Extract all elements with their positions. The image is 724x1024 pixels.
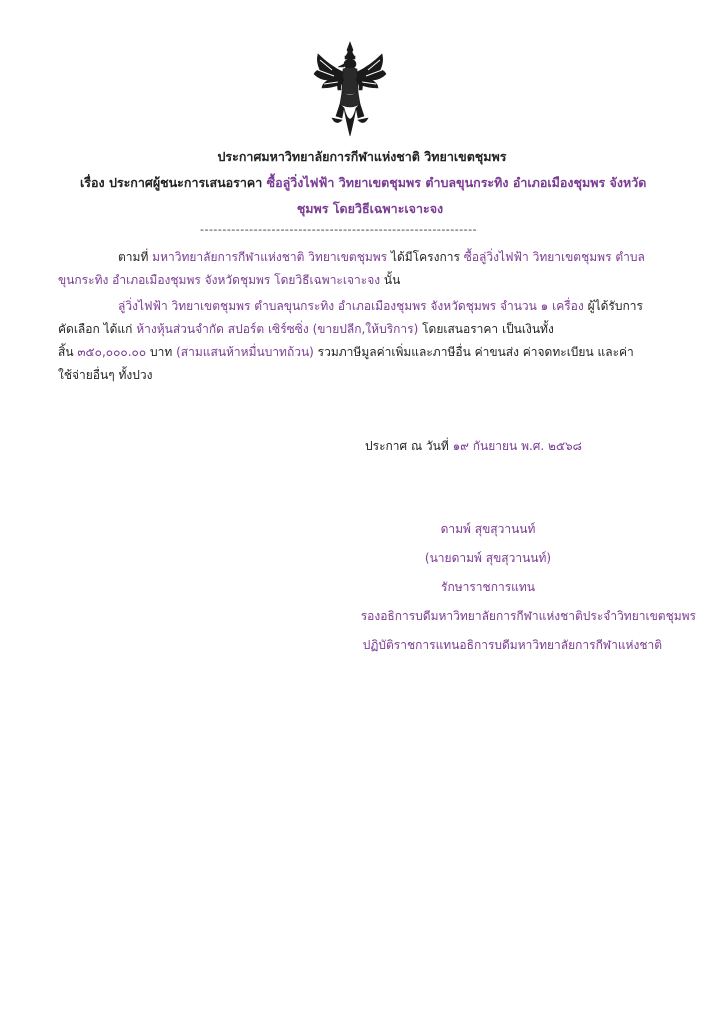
date-value: ๑๙ กันยายน พ.ศ. ๒๕๖๘	[452, 439, 582, 453]
para1-part1: ตามที่	[118, 250, 153, 264]
signature-role-2: รองอธิการบดีมหาวิทยาลัยการกีฬาแห่งชาติประจำวิทยาเขตชุมพร	[360, 609, 696, 623]
para1-line1	[58, 246, 678, 269]
signature-role-1: รักษาราชการแทน	[441, 580, 535, 594]
signature-full-name: (นายดามพ์ สุขสุวานนท์)	[424, 551, 552, 565]
document-title	[0, 147, 724, 167]
body-paragraphs	[58, 246, 678, 387]
para2-line3-part5: รวมภาษีมูลค่าเพิ่มและภาษีอื่น ค่าขนส่ง ค่าจดทะเบียน และค่า	[313, 345, 634, 359]
subject-block	[80, 170, 680, 222]
para1-part4: ซื้อลู่วิ่งไฟฟ้า วิทยาเขตชุมพร ตำบล	[463, 250, 645, 264]
para2-line2-part2: ห้างหุ้นส่วนจำกัด สปอร์ต เซิร์ซซิ่ง (ขายปลีก,ให้บริการ)	[136, 322, 419, 336]
subject-highlight-2: ชุมพร โดยวิธีเฉพาะเจาะจง	[296, 201, 444, 216]
para2-line3-part2: ๓๕๐,๐๐๐.๐๐	[77, 345, 147, 359]
para2-line3-part3: บาท	[146, 345, 177, 359]
para1-part2: มหาวิทยาลัยการกีฬาแห่งชาติ วิทยาเขตชุมพร	[152, 250, 388, 264]
subject-prefix: เรื่อง ประกาศผู้ชนะการเสนอราคา	[80, 175, 267, 190]
para1-line2-end: นั้น	[380, 273, 401, 287]
para2-line2-part3: โดยเสนอราคา เป็นเงินทั้ง	[418, 322, 554, 336]
para1-line2-text: ขุนกระทิง อำเภอเมืองชุมพร จังหวัดชุมพร โดยวิธีเฉพาะเจาะจง	[58, 273, 381, 287]
para2-line1	[58, 295, 678, 318]
signature-role-3: ปฏิบัติราชการแทนอธิการบดีมหาวิทยาลัยการกีฬาแห่งชาติ	[362, 638, 662, 652]
signature-name: ดามพ์ สุขสุวานนท์	[440, 522, 536, 536]
para2-part1: ลู่วิ่งไฟฟ้า วิทยาเขตชุมพร ตำบลขุนกระทิง อำเภอเมืองชุมพร จังหวัดชุมพร จำนวน ๑ เครื่อง	[118, 299, 584, 313]
para2-line4-text: ใช้จ่ายอื่นๆ ทั้งปวง	[58, 368, 153, 382]
para2-line2	[58, 318, 678, 341]
para2-part2: ผู้ได้รับการ	[583, 299, 643, 313]
para2-line4	[58, 364, 678, 387]
subject-highlight-1: ซื้อลู่วิ่งไฟฟ้า วิทยาเขตชุมพร ตำบลขุนกระทิง อำเภอเมืองชุมพร จังหวัด	[266, 175, 647, 190]
para2-line3-part4: (สามแสนห้าหมื่นบาทถ้วน)	[176, 345, 314, 359]
subject-line-1	[80, 170, 680, 196]
garuda-emblem-icon	[312, 40, 388, 138]
subject-line-2	[80, 196, 680, 222]
announcement-date	[365, 437, 582, 456]
para2-line3	[58, 341, 678, 364]
separator-line: --------------------------------------------------------------	[200, 223, 478, 236]
para2-line3-part1: สิ้น	[58, 345, 78, 359]
para1-line2	[58, 269, 678, 292]
document-title-text: ประกาศมหาวิทยาลัยการกีฬาแห่งชาติ วิทยาเขตชุมพร	[217, 149, 507, 164]
signature-block	[300, 515, 720, 660]
para2-line2-part1: คัดเลือก ได้แก่	[58, 322, 137, 336]
date-prefix: ประกาศ ณ วันที่	[365, 439, 453, 453]
para1-part3: ได้มีโครงการ	[387, 250, 464, 264]
